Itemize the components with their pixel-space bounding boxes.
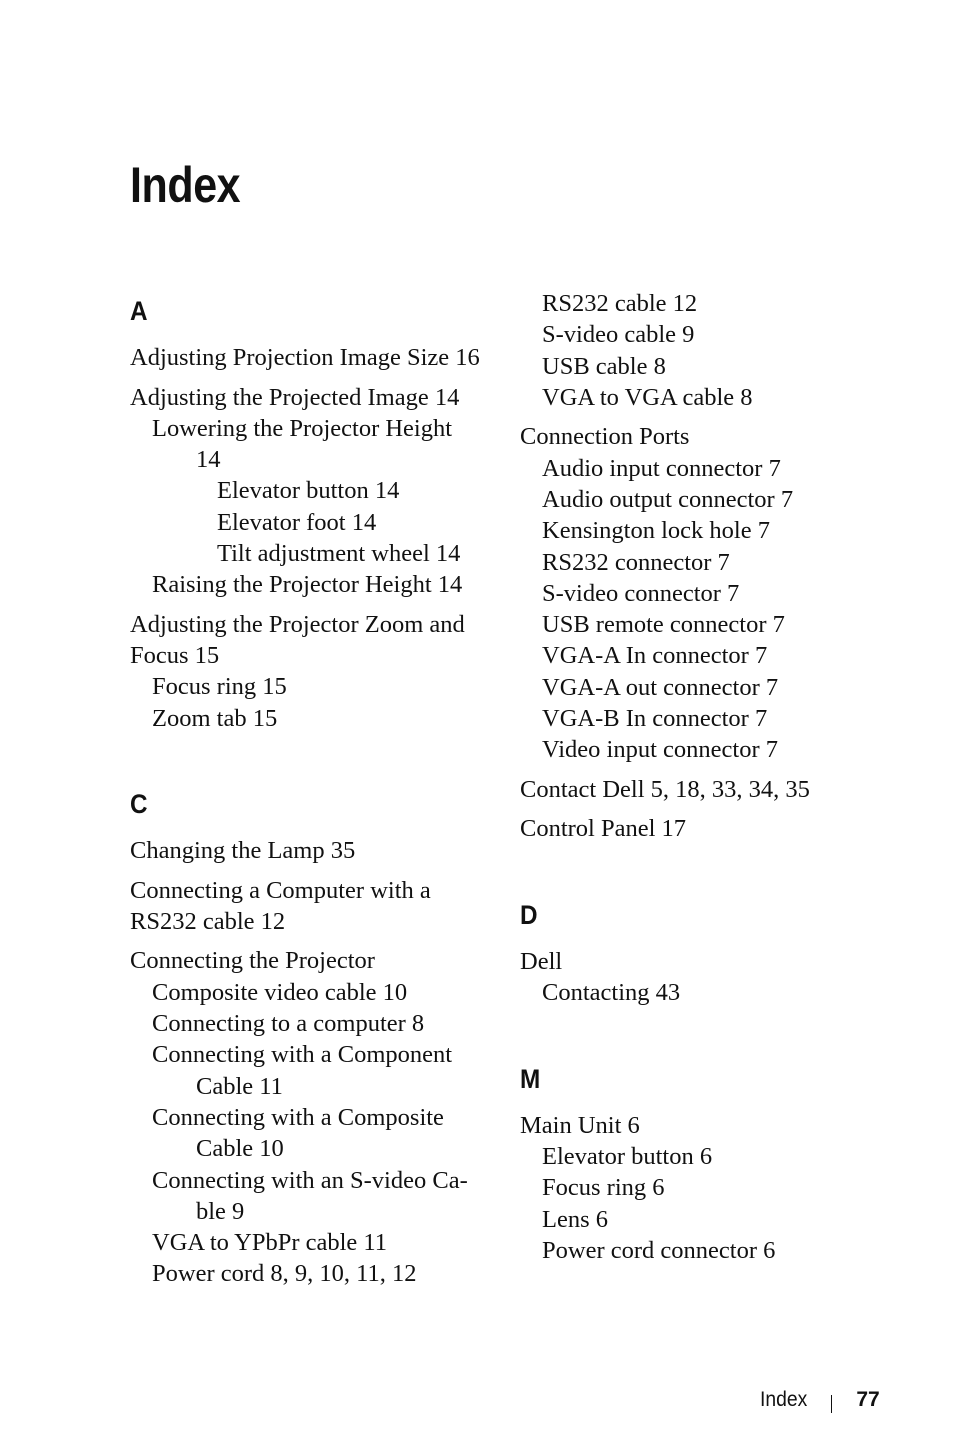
index-subterm: VGA to VGA cable 8	[542, 383, 753, 411]
index-subterm: Connecting to a computer 8	[152, 1010, 425, 1038]
index-subterm: Contacting 43	[542, 979, 681, 1007]
index-section	[520, 1063, 920, 1266]
index-subterm: Audio input connector 7	[542, 454, 781, 482]
index-subterm: Tilt adjustment wheel 14	[217, 539, 461, 567]
index-term: Adjusting the Projected Image 14	[130, 383, 460, 411]
index-entry	[520, 776, 920, 805]
index-subterm: Connecting with a Component	[152, 1041, 453, 1069]
index-subterm: Audio output connector 7	[542, 485, 794, 513]
index-section	[520, 290, 920, 844]
index-term: Connecting the Projector	[130, 947, 375, 975]
page-number: 77	[856, 1388, 880, 1411]
index-term: Dell	[520, 947, 563, 975]
index-subterm: VGA-A In connector 7	[542, 642, 768, 670]
index-subterm: USB remote connector 7	[542, 611, 785, 639]
index-term: Connection Ports	[520, 423, 690, 451]
index-term: Control Panel 17	[520, 815, 687, 843]
index-entry	[520, 815, 920, 844]
index-entry	[130, 384, 490, 600]
index-subterm: Video input connector 7	[542, 736, 778, 764]
section-letter: D	[520, 899, 538, 930]
index-subterm: VGA to YPbPr cable 11	[152, 1229, 387, 1257]
index-term: Changing the Lamp 35	[130, 837, 356, 865]
index-entry	[130, 611, 490, 733]
index-subterm: Elevator button 14	[217, 477, 400, 505]
index-entry	[520, 948, 920, 1008]
index-subterm: Lens 6	[542, 1205, 608, 1233]
index-subterm: RS232 cable 12	[542, 290, 698, 317]
footer-separator	[831, 1395, 832, 1413]
index-subterm: S-video cable 9	[542, 321, 695, 349]
index-subterm: VGA-B In connector 7	[542, 705, 768, 733]
index-entry	[130, 947, 490, 1288]
footer-label: Index	[760, 1388, 808, 1411]
page-footer	[760, 1386, 880, 1414]
index-section	[130, 298, 490, 733]
index-subterm: Connecting with a Composite	[152, 1103, 444, 1131]
index-subterm: Focus ring 15	[152, 673, 287, 701]
page-title: Index	[130, 157, 241, 213]
index-column-left	[130, 290, 490, 1347]
index-term: Connecting a Computer with a	[130, 876, 431, 904]
index-subterm: USB cable 8	[542, 352, 666, 380]
index-section	[520, 899, 920, 1008]
index-entry	[520, 290, 920, 412]
index-subterm: Zoom tab 15	[152, 704, 278, 732]
index-subterm: Raising the Projector Height 14	[152, 571, 463, 599]
index-subterm: RS232 connector 7	[542, 548, 730, 576]
index-entry	[130, 877, 490, 937]
index-subterm: Power cord connector 6	[542, 1236, 776, 1264]
index-subterm: Lowering the Projector Height	[152, 414, 453, 442]
index-subterm: VGA-A out connector 7	[542, 673, 779, 701]
index-subterm: Connecting with an S-video Ca-	[152, 1166, 468, 1194]
index-subterm: Elevator button 6	[542, 1142, 713, 1170]
index-term: Adjusting Projection Image Size 16	[130, 344, 480, 371]
index-term: Focus 15	[130, 642, 220, 670]
index-subterm: Cable 11	[196, 1072, 283, 1100]
index-subterm: Power cord 8, 9, 10, 11, 12	[152, 1260, 417, 1288]
section-letter: C	[130, 789, 148, 820]
index-subterm: Focus ring 6	[542, 1174, 665, 1202]
index-term: Adjusting the Projector Zoom and	[130, 610, 465, 638]
index-subterm: Elevator foot 14	[217, 508, 377, 536]
index-entry	[130, 344, 490, 373]
index-section	[130, 791, 490, 1289]
index-subterm: Kensington lock hole 7	[542, 517, 770, 545]
index-subterm: S-video connector 7	[542, 579, 740, 607]
section-letter: A	[130, 296, 148, 326]
index-term: Contact Dell 5, 18, 33, 34, 35	[520, 775, 810, 803]
index-entry	[520, 423, 920, 764]
index-entry	[520, 1112, 920, 1266]
index-entry	[130, 837, 490, 866]
index-subterm: 14	[196, 446, 221, 474]
index-subterm: Composite video cable 10	[152, 978, 408, 1006]
section-letter: M	[520, 1063, 541, 1094]
index-term: RS232 cable 12	[130, 907, 286, 935]
index-column-right	[520, 290, 920, 1323]
index-term: Main Unit 6	[520, 1111, 640, 1139]
index-subterm: Cable 10	[196, 1135, 284, 1163]
index-subterm: ble 9	[196, 1197, 245, 1225]
